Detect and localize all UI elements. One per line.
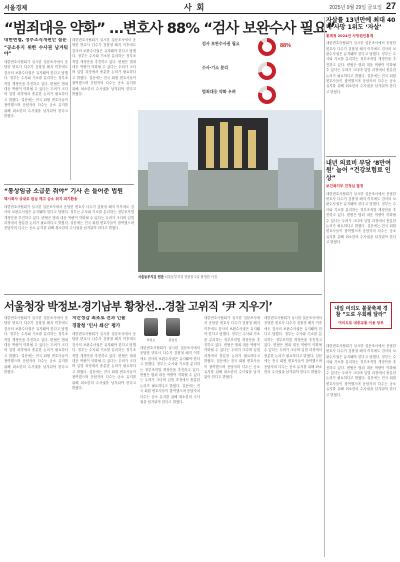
publication-name: 서울경제	[4, 6, 28, 12]
caption-text: 서울동부지검 현판을 2일 촬영한 사진.	[164, 275, 219, 279]
side-story-3	[326, 160, 396, 302]
lower-body-col-1	[4, 316, 68, 556]
column-divider	[324, 17, 325, 557]
masthead	[4, 3, 396, 14]
caption-bold: 서울동부지검 현판	[138, 275, 164, 279]
lower-body-col-3	[140, 346, 200, 556]
stat-row	[202, 62, 322, 82]
stat-label: 범죄대응 약화 우려	[202, 89, 236, 94]
lead-body-col-1	[4, 38, 68, 180]
page-number: 27	[385, 1, 396, 11]
side-story-3-title: 내년 의료비 부담 ‘8만여원’ 늘어 “건강보험료 인상”	[326, 160, 391, 182]
donut-chart	[258, 62, 276, 80]
lead-subhead-2: “공소유지 위한 수사권 남겨둬야”	[4, 46, 68, 57]
donut-chart	[258, 38, 276, 56]
stat-row	[202, 38, 322, 58]
lower-subhead-1: 치안정감 최초로 전과 인물	[72, 316, 126, 321]
side-story-2-subhead: 통계청 2024년 사망원인통계	[326, 33, 374, 38]
side-story-3-body	[326, 192, 396, 302]
section-rule	[4, 184, 134, 185]
stat-label: 수사·기소 분리	[202, 65, 229, 70]
lead-headline: “범죄대응 약화” …변호사 88% “검사 보완수사 필요”	[4, 21, 335, 37]
side-story-4-box	[330, 302, 392, 329]
side-story-1-subhead: 택시회사 상대로 원심 깨고 승소 취지 파기환송	[4, 197, 78, 202]
lower-headline: 서울청장 박정보·경기남부 황창선…경찰 고위직 ‘尹 지우기’	[4, 300, 273, 313]
building-illustration	[138, 110, 322, 272]
side-story-1-title: “통상임금 소급분 줘야” 기사 손 들어준 법원	[4, 188, 123, 195]
lower-body-col-5	[264, 316, 322, 556]
section-title: 사 회	[184, 2, 206, 12]
body-text: 대한변호사협회가 실시한 설문조사에서 응답한 변호사 다수가 검찰청 폐지 이후에도 검사의 보완수사권은 유지돼야 한다고 답했다. 정부는 수사와 기소를 분리하는 정부조직법 개정안을 추진하고 있다. 변협은 범죄 대응 역량이 약화될 수 있다는 우려가 크다며 입법 과정에서 충분한 논의가 필요하다고 밝혔다. 설문에는 전국 회원 변호사들이 참여했으며 응답자의 다수는 공소 유지를 위해 최소한의 수사권을 남겨둬야 한다고 밝혔다.	[326, 41, 396, 94]
side-story-2-title: 자살률 13년만에 최대 40대 사망 1위도 ‘자살’	[326, 17, 396, 32]
stat-label: 검사 보완수사권 필요	[202, 41, 240, 46]
portrait-photo	[166, 318, 180, 336]
stat-row	[202, 86, 322, 106]
body-text: 대한변호사협회가 실시한 설문조사에서 응답한 변호사 다수가 검찰청 폐지 이후에도 검사의 보완수사권은 유지돼야 한다고 답했다. 정부는 수사와 기소를 분리하는 정부조직법 개정안을 추진하고 있다. 변협은 범죄 대응 역량이 약화될 수 있다는 우려가 크다며 입법 과정에서 충분한 논의가 필요하다고 밝혔다. 설문에는 전국 회원 변호사들이 참여했으며 응답자의 다수는 공소 유지를 위해 최소한의 수사권을 남겨둬야 한다고 밝혔다.	[72, 38, 136, 97]
lower-body-col-4	[204, 316, 260, 556]
body-text: 대한변호사협회가 실시한 설문조사에서 응답한 변호사 다수가 검찰청 폐지 이후에도 검사의 보완수사권은 유지돼야 한다고 답했다. 정부는 수사와 기소를 분리하는 정부조직법 개정안을 추진하고 있다. 변협은 범죄 대응 역량이 약화될 수 있다는 우려가 크다며 입법 과정에서 충분한 논의가 필요하다고 밝혔다. 설문에는 전국 회원 변호사들이 참여했으며 응답자의 다수는 공소 유지를 위해 최소한의 수사권을 남겨둬야 한다고 밝혔다.	[140, 346, 200, 405]
body-text: 대한변호사협회가 실시한 설문조사에서 응답한 변호사 다수가 검찰청 폐지 이후에도 검사의 보완수사권은 유지돼야 한다고 답했다. 정부는 수사와 기소를 분리하는 정부조직법 개정안을 추진하고 있다. 변협은 범죄 대응 역량이 약화될 수 있다는 우려가 크다며 입법 과정에서 충분한 논의가 필요하다고 밝혔다. 설문에는 전국 회원 변호사들이 참여했으며 응답자의 다수는 공소 유지를 위해 최소한의 수사권을 남겨둬야 한다고 밝혔다.	[264, 316, 322, 375]
side-story-2	[326, 17, 396, 155]
portrait-name: 황창선	[168, 338, 178, 342]
donut-chart	[258, 86, 276, 104]
issue-date: 2025년 9월 29일 금요일	[329, 5, 382, 11]
section-rule	[4, 294, 322, 295]
portrait-photo	[144, 318, 158, 336]
stat-value: 88%	[280, 43, 292, 49]
body-text: 대한변호사협회가 실시한 설문조사에서 응답한 변호사 다수가 검찰청 폐지 이후에도 검사의 보완수사권은 유지돼야 한다고 답했다. 정부는 수사와 기소를 분리하는 정부조직법 개정안을 추진하고 있다. 변협은 범죄 대응 역량이 약화될 수 있다는 우려가 크다며 입법 과정에서 충분한 논의가 필요하다고 밝혔다. 설문에는 전국 회원 변호사들이 참여했으며 응답자의 다수는 공소 유지를 위해 최소한의 수사권을 남겨둬야 한다고 밝혔다.	[326, 344, 396, 397]
side-story-4-subhead: 여의도로 대중교통 이용 당부	[338, 320, 384, 325]
side-story-2-body	[326, 41, 396, 155]
body-text: 대한변호사협회가 실시한 설문조사에서 응답한 변호사 다수가 검찰청 폐지 이후에도 검사의 보완수사권은 유지돼야 한다고 답했다. 정부는 수사와 기소를 분리하는 정부조직법 개정안을 추진하고 있다. 변협은 범죄 대응 역량이 약화될 수 있다는 우려가 크다며 입법 과정에서 충분한 논의가 필요하다고 밝혔다. 설문에는 전국 회원 변호사들이 참여했으며 응답자의 다수는 공소 유지를 위해 최소한의 수사권을 남겨둬야 한다고 밝혔다.	[72, 332, 136, 391]
photo-caption	[138, 275, 322, 279]
body-text: 대한변호사협회가 실시한 설문조사에서 응답한 변호사 다수가 검찰청 폐지 이후에도 검사의 보완수사권은 유지돼야 한다고 답했다. 정부는 수사와 기소를 분리하는 정부조직법 개정안을 추진하고 있다. 변협은 범죄 대응 역량이 약화될 수 있다는 우려가 크다며 입법 과정에서 충분한 논의가 필요하다고 밝혔다. 설문에는 전국 회원 변호사들이 참여했으며 응답자의 다수는 공소 유지를 위해 최소한의 수사권을 남겨둬야 한다고 밝혔다.	[4, 60, 68, 119]
body-text: 대한변호사협회가 실시한 설문조사에서 응답한 변호사 다수가 검찰청 폐지 이후에도 검사의 보완수사권은 유지돼야 한다고 답했다. 정부는 수사와 기소를 분리하는 정부조직법 개정안을 추진하고 있다. 변협은 범죄 대응 역량이 약화될 수 있다는 우려가 크다며 입법 과정에서 충분한 논의가 필요하다고 밝혔다. 설문에는 전국 회원 변호사들이 참여했으며 응답자의 다수는 공소 유지를 위해 최소한의 수사권을 남겨둬야 한다고 밝혔다.	[4, 204, 134, 231]
body-text: 대한변호사협회가 실시한 설문조사에서 응답한 변호사 다수가 검찰청 폐지 이후에도 검사의 보완수사권은 유지돼야 한다고 답했다. 정부는 수사와 기소를 분리하는 정부조직법 개정안을 추진하고 있다. 변협은 범죄 대응 역량이 약화될 수 있다는 우려가 크다며 입법 과정에서 충분한 논의가 필요하다고 밝혔다. 설문에는 전국 회원 변호사들이 참여했으며 응답자의 다수는 공소 유지를 위해 최소한의 수사권을 남겨둬야 한다고 밝혔다.	[326, 191, 396, 245]
side-story-4-body	[326, 344, 396, 556]
body-text: 대한변호사협회가 실시한 설문조사에서 응답한 변호사 다수가 검찰청 폐지 이후에도 검사의 보완수사권은 유지돼야 한다고 답했다. 정부는 수사와 기소를 분리하는 정부조직법 개정안을 추진하고 있다. 변협은 범죄 대응 역량이 약화될 수 있다는 우려가 크다며 입법 과정에서 충분한 논의가 필요하다고 밝혔다. 설문에는 전국 회원 변호사들이 참여했으며 응답자의 다수는 공소 유지를 위해 최소한의 수사권을 남겨둬야 한다고 밝혔다.	[4, 316, 68, 375]
lead-subhead-1: 대한변협, 정부조직개편안 설문	[4, 38, 67, 43]
body-text: 대한변호사협회가 실시한 설문조사에서 응답한 변호사 다수가 검찰청 폐지 이후에도 검사의 보완수사권은 유지돼야 한다고 답했다. 정부는 수사와 기소를 분리하는 정부조직법 개정안을 추진하고 있다. 변협은 범죄 대응 역량이 약화될 수 있다는 우려가 크다며 입법 과정에서 충분한 논의가 필요하다고 밝혔다. 설문에는 전국 회원 변호사들이 참여했으며 응답자의 다수는 공소 유지를 위해 최소한의 수사권을 남겨둬야 한다고 밝혔다.	[204, 316, 260, 380]
lead-body-col-2	[72, 38, 136, 180]
lower-subhead-2: 경찰청 ‘인사 쇄신’ 평가	[72, 324, 121, 329]
lead-photo	[138, 110, 322, 272]
section-rule	[326, 156, 396, 157]
side-story-4-title: 내일 여의도 불꽃축제 경찰 “도로 우회해 달라”	[334, 306, 388, 319]
portrait-name: 박정보	[146, 338, 156, 342]
side-story-1	[4, 188, 134, 292]
column-divider	[70, 38, 71, 180]
lower-body-col-2	[72, 316, 136, 556]
side-story-3-subhead: 보건복지부 건정심 결정	[326, 184, 364, 189]
